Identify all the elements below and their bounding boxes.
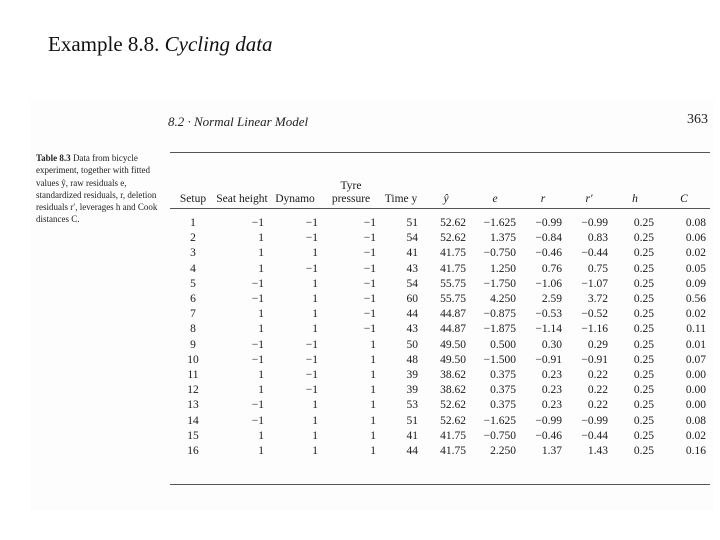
cell-h: 0.25 xyxy=(633,338,654,351)
cell-setup: 2 xyxy=(190,232,196,245)
cell-tyre-pressure: 1 xyxy=(370,338,376,351)
cell-seat-height: −1 xyxy=(251,414,264,427)
cell-seat-height: 1 xyxy=(258,445,264,458)
cell-seat-height: 1 xyxy=(258,429,264,442)
cell-r: 2.59 xyxy=(541,293,562,306)
cell-setup: 5 xyxy=(190,277,196,290)
cell-c: 0.00 xyxy=(685,384,706,397)
table-row xyxy=(170,246,710,261)
cell-tyre-pressure: 1 xyxy=(370,384,376,397)
cell-h: 0.25 xyxy=(633,414,654,427)
cell-time: 53 xyxy=(406,399,418,412)
cell-c: 0.11 xyxy=(686,323,706,336)
book-page-scan xyxy=(30,100,714,510)
cell-h: 0.25 xyxy=(633,384,654,397)
cell-setup: 9 xyxy=(190,338,196,351)
cell-tyre-pressure: 1 xyxy=(370,414,376,427)
table-top-rule xyxy=(170,152,710,153)
cell-r: −0.99 xyxy=(535,414,562,427)
cell-dynamo: −1 xyxy=(305,232,318,245)
cell-h: 0.25 xyxy=(633,277,654,290)
cell-r: 1.37 xyxy=(541,445,562,458)
cell-tyre-pressure: −1 xyxy=(363,232,376,245)
cell-h: 0.25 xyxy=(633,369,654,382)
cell-c: 0.56 xyxy=(685,293,706,306)
cell-e: 0.375 xyxy=(490,399,516,412)
header-tyre-pressure: Tyre pressure xyxy=(331,180,371,205)
cell-time: 51 xyxy=(406,217,418,229)
table-body xyxy=(170,212,710,459)
cell-yhat: 41.75 xyxy=(440,262,466,275)
cell-e: 0.375 xyxy=(490,369,516,382)
table-row xyxy=(170,307,710,322)
cycling-data-table xyxy=(170,158,710,459)
cell-yhat: 49.50 xyxy=(440,338,466,351)
table-row xyxy=(170,212,710,231)
cell-time: 54 xyxy=(406,277,418,290)
cell-dynamo: 1 xyxy=(312,414,318,427)
cell-e: −0.750 xyxy=(483,429,516,442)
cell-r: 0.76 xyxy=(541,262,562,275)
cell-yhat: 38.62 xyxy=(440,369,466,382)
cell-r-prime: −1.07 xyxy=(581,277,608,290)
cell-yhat: 44.87 xyxy=(440,308,466,321)
cell-r: −1.06 xyxy=(535,277,562,290)
cell-r-prime: 0.22 xyxy=(587,369,608,382)
cell-yhat: 49.50 xyxy=(440,353,466,366)
cell-dynamo: 1 xyxy=(312,445,318,458)
cell-setup: 11 xyxy=(187,369,199,382)
table-row xyxy=(170,429,710,444)
cell-r: 0.30 xyxy=(541,338,562,351)
cell-r: −0.84 xyxy=(535,232,562,245)
cell-setup: 4 xyxy=(190,262,196,275)
header-e: e xyxy=(492,193,498,205)
running-head: 8.2 · Normal Linear Model xyxy=(168,114,309,129)
cell-r-prime: 0.83 xyxy=(587,232,608,245)
cell-yhat: 38.62 xyxy=(440,384,466,397)
cell-yhat: 55.75 xyxy=(440,293,466,306)
cell-r-prime: 0.22 xyxy=(587,384,608,397)
cell-c: 0.08 xyxy=(685,217,706,229)
header-dynamo: Dynamo xyxy=(275,193,315,205)
cell-r: −0.46 xyxy=(535,429,562,442)
cell-tyre-pressure: −1 xyxy=(363,293,376,306)
cell-seat-height: 1 xyxy=(258,247,264,260)
cell-e: 1.375 xyxy=(490,232,516,245)
page-number: 363 xyxy=(687,112,708,127)
cell-time: 60 xyxy=(406,293,418,306)
cell-e: 2.250 xyxy=(490,445,516,458)
cell-e: −0.750 xyxy=(483,247,516,260)
cell-seat-height: −1 xyxy=(251,353,264,366)
table-row xyxy=(170,398,710,413)
cell-c: 0.00 xyxy=(685,399,706,412)
cell-dynamo: 1 xyxy=(312,323,318,336)
cell-r-prime: −1.16 xyxy=(581,323,608,336)
cell-seat-height: −1 xyxy=(251,217,264,229)
cell-r-prime: −0.99 xyxy=(581,217,608,229)
cell-setup: 16 xyxy=(187,445,199,458)
cell-time: 54 xyxy=(406,232,418,245)
cell-time: 39 xyxy=(406,384,418,397)
cell-c: 0.07 xyxy=(685,353,706,366)
cell-r-prime: −0.99 xyxy=(581,414,608,427)
cell-yhat: 41.75 xyxy=(440,429,466,442)
cell-yhat: 52.62 xyxy=(440,399,466,412)
table-row xyxy=(170,414,710,429)
cell-yhat: 41.75 xyxy=(440,247,466,260)
cell-h: 0.25 xyxy=(633,247,654,260)
cell-e: −1.500 xyxy=(483,353,516,366)
cell-c: 0.01 xyxy=(685,338,706,351)
cell-seat-height: −1 xyxy=(251,399,264,412)
cell-setup: 8 xyxy=(190,323,196,336)
header-yhat: ŷ xyxy=(443,193,449,205)
cell-setup: 12 xyxy=(187,384,199,397)
cell-h: 0.25 xyxy=(633,399,654,412)
cell-tyre-pressure: −1 xyxy=(363,262,376,275)
cell-r-prime: 0.29 xyxy=(587,338,608,351)
cell-e: 0.500 xyxy=(490,338,516,351)
cell-c: 0.02 xyxy=(685,429,706,442)
cell-setup: 1 xyxy=(190,217,196,229)
cell-h: 0.25 xyxy=(633,429,654,442)
slide-title-italic: Cycling data xyxy=(164,32,273,56)
cell-dynamo: 1 xyxy=(312,247,318,260)
cell-setup: 13 xyxy=(187,399,199,412)
header-time: Time y xyxy=(384,193,418,205)
cell-seat-height: 1 xyxy=(258,262,264,275)
cell-e: −1.875 xyxy=(483,323,516,336)
table-caption-label: Table 8.3 xyxy=(36,153,71,163)
header-seat-height: Seat height xyxy=(216,193,268,205)
cell-time: 44 xyxy=(406,445,418,458)
slide-title-prefix: Example 8.8. xyxy=(48,32,160,56)
cell-seat-height: −1 xyxy=(251,338,264,351)
cell-h: 0.25 xyxy=(633,323,654,336)
cell-setup: 10 xyxy=(187,353,199,366)
table-row xyxy=(170,262,710,277)
cell-c: 0.08 xyxy=(685,414,706,427)
slide-title xyxy=(48,32,273,57)
cell-h: 0.25 xyxy=(633,217,654,229)
cell-tyre-pressure: 1 xyxy=(370,369,376,382)
cell-setup: 6 xyxy=(190,293,196,306)
cell-r-prime: −0.44 xyxy=(581,429,608,442)
cell-time: 39 xyxy=(406,369,418,382)
cell-seat-height: 1 xyxy=(258,323,264,336)
cell-time: 44 xyxy=(406,308,418,321)
cell-seat-height: 1 xyxy=(258,308,264,321)
header-r-prime: r′ xyxy=(585,193,593,205)
cell-tyre-pressure: −1 xyxy=(363,277,376,290)
cell-r-prime: 1.43 xyxy=(587,445,608,458)
cell-yhat: 52.62 xyxy=(440,414,466,427)
cell-r-prime: −0.91 xyxy=(581,353,608,366)
cell-tyre-pressure: 1 xyxy=(370,445,376,458)
cell-r-prime: 0.22 xyxy=(587,399,608,412)
cell-setup: 15 xyxy=(187,429,199,442)
table-row xyxy=(170,368,710,383)
header-h: h xyxy=(632,193,638,205)
cell-dynamo: −1 xyxy=(305,384,318,397)
table-row xyxy=(170,353,710,368)
cell-c: 0.06 xyxy=(685,232,706,245)
cell-h: 0.25 xyxy=(633,262,654,275)
cell-h: 0.25 xyxy=(633,308,654,321)
cell-time: 41 xyxy=(406,429,418,442)
cell-c: 0.16 xyxy=(685,445,706,458)
cell-c: 0.05 xyxy=(685,262,706,275)
table-row xyxy=(170,231,710,246)
cell-seat-height: −1 xyxy=(251,277,264,290)
cell-setup: 7 xyxy=(190,308,196,321)
cell-h: 0.25 xyxy=(633,353,654,366)
cell-time: 43 xyxy=(406,323,418,336)
cell-yhat: 52.62 xyxy=(440,217,466,229)
cell-time: 50 xyxy=(406,338,418,351)
header-setup: Setup xyxy=(179,193,207,205)
cell-yhat: 41.75 xyxy=(440,445,466,458)
cell-yhat: 44.87 xyxy=(440,323,466,336)
cell-c: 0.09 xyxy=(685,277,706,290)
cell-r-prime: −0.44 xyxy=(581,247,608,260)
table-row xyxy=(170,322,710,337)
cell-time: 43 xyxy=(406,262,418,275)
cell-yhat: 55.75 xyxy=(440,277,466,290)
cell-r-prime: −0.52 xyxy=(581,308,608,321)
cell-h: 0.25 xyxy=(633,445,654,458)
cell-dynamo: −1 xyxy=(305,353,318,366)
table-row xyxy=(170,338,710,353)
cell-dynamo: −1 xyxy=(305,262,318,275)
cell-c: 0.02 xyxy=(685,308,706,321)
cell-e: 1.250 xyxy=(490,262,516,275)
cell-e: −0.875 xyxy=(483,308,516,321)
cell-setup: 3 xyxy=(190,247,196,260)
cell-e: 0.375 xyxy=(490,384,516,397)
cell-r: −0.46 xyxy=(535,247,562,260)
cell-dynamo: 1 xyxy=(312,293,318,306)
cell-dynamo: 1 xyxy=(312,429,318,442)
cell-dynamo: −1 xyxy=(305,217,318,229)
table-row xyxy=(170,383,710,398)
cell-r-prime: 0.75 xyxy=(587,262,608,275)
cell-h: 0.25 xyxy=(633,293,654,306)
cell-dynamo: 1 xyxy=(312,399,318,412)
cell-e: −1.625 xyxy=(483,217,516,229)
cell-dynamo: −1 xyxy=(305,369,318,382)
cell-yhat: 52.62 xyxy=(440,232,466,245)
header-r: r xyxy=(540,193,546,205)
cell-r-prime: 3.72 xyxy=(587,293,608,306)
table-row xyxy=(170,292,710,307)
cell-e: −1.625 xyxy=(483,414,516,427)
header-c: C xyxy=(680,193,688,205)
cell-r: 0.23 xyxy=(541,384,562,397)
cell-tyre-pressure: −1 xyxy=(363,247,376,260)
cell-r: −0.91 xyxy=(535,353,562,366)
table-caption xyxy=(36,152,158,226)
cell-r: 0.23 xyxy=(541,369,562,382)
cell-time: 48 xyxy=(406,353,418,366)
cell-e: −1.750 xyxy=(483,277,516,290)
table-bottom-rule xyxy=(170,484,710,485)
cell-dynamo: 1 xyxy=(312,308,318,321)
cell-c: 0.02 xyxy=(685,247,706,260)
table-caption-text: Data from bicycle experiment, together with fitted values ŷ, raw residuals e, standardized residuals, r, deletion residuals r′, leverages h and Cook distances C. xyxy=(36,153,158,225)
cell-seat-height: 1 xyxy=(258,232,264,245)
cell-r: 0.23 xyxy=(541,399,562,412)
cell-tyre-pressure: −1 xyxy=(363,308,376,321)
table-row xyxy=(170,277,710,292)
cell-r: −0.99 xyxy=(535,217,562,229)
cell-tyre-pressure: −1 xyxy=(363,323,376,336)
cell-tyre-pressure: −1 xyxy=(363,217,376,229)
cell-tyre-pressure: 1 xyxy=(370,399,376,412)
cell-tyre-pressure: 1 xyxy=(370,429,376,442)
table-header-row xyxy=(170,158,710,212)
cell-h: 0.25 xyxy=(633,232,654,245)
cell-dynamo: 1 xyxy=(312,277,318,290)
cell-c: 0.00 xyxy=(685,369,706,382)
table-row xyxy=(170,444,710,459)
cell-r: −1.14 xyxy=(535,323,562,336)
cell-seat-height: −1 xyxy=(251,293,264,306)
cell-r: −0.53 xyxy=(535,308,562,321)
cell-dynamo: −1 xyxy=(305,338,318,351)
cell-seat-height: 1 xyxy=(258,369,264,382)
cell-seat-height: 1 xyxy=(258,384,264,397)
cell-tyre-pressure: 1 xyxy=(370,353,376,366)
cell-time: 41 xyxy=(406,247,418,260)
cell-setup: 14 xyxy=(187,414,199,427)
cell-e: 4.250 xyxy=(490,293,516,306)
cell-time: 51 xyxy=(406,414,418,427)
